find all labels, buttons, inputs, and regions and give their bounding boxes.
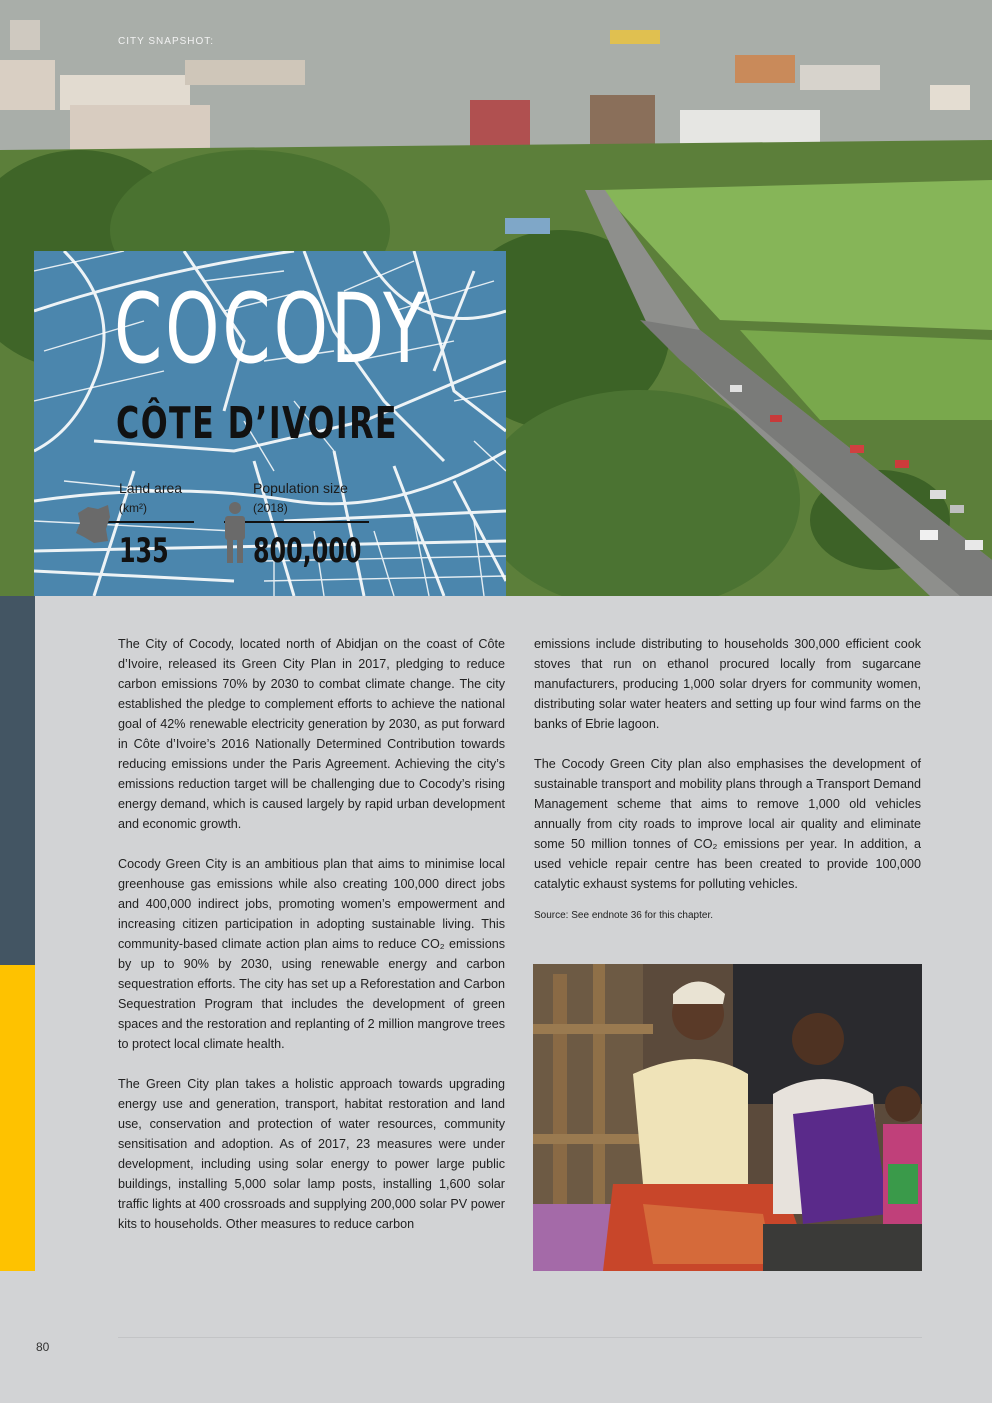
paragraph: emissions include distributing to households 300,000 efficient cook stoves that run on ethanol procured locally from sugarcane manufacturers, producing 1,000 solar dryers for community women, distributing solar water heaters and setting up four wind farms on the banks of Ebrie lagoon. <box>534 637 921 731</box>
population-unit: (2018) <box>253 501 288 515</box>
paragraph: The City of Cocody, located north of Abidjan on the coast of Côte d’Ivoire, released its Green City Plan in 2017, pledging to reduce carbon emissions 70% by 2030 to combat climate change. The city established the pledge to complement efforts to achieve the national goal of 42% renewable electricity generation by 2030, as put forward in Côte d’Ivoire’s 2016 Nationally Determined Contribution towards reducing emissions under the Paris Agreement. Achieving the city’s emissions reduction target will be challenging due to Cocody’s rising energy demand, which is caused largely by rapid urban development and economic growth. <box>118 637 505 831</box>
source-note: Source: See endnote 36 for this chapter. <box>534 910 714 921</box>
land-area-unit: (km²) <box>119 501 147 515</box>
population-value: 800,000 <box>253 531 362 571</box>
population-label: Population size <box>253 480 348 496</box>
city-name: COCODY <box>114 273 429 385</box>
country-shape-icon <box>74 503 112 545</box>
market-photo <box>533 964 922 1271</box>
paragraph: The Green City plan takes a holistic approach towards upgrading energy use and generation, transport, habitat restoration and land use, conservation and protection of water resources, community sensitisation and adoption. As of 2017, 23 measures were under development, including using solar energy to power large public buildings, installing 5,000 solar lamp posts, installing 1,600 solar traffic lights at 400 crossroads and supplying 200,000 solar PV power kits to households. Other measures to reduce carbon <box>118 1077 505 1231</box>
land-area-value: 135 <box>119 531 169 571</box>
title-box <box>34 251 506 596</box>
country-name: CÔTE D’IVOIRE <box>116 398 399 449</box>
person-icon <box>220 501 250 565</box>
side-stripe-yellow <box>0 965 35 1271</box>
text-column-left <box>118 634 505 1254</box>
city-snapshot-label: CITY SNAPSHOT: <box>118 36 215 47</box>
paragraph: Cocody Green City is an ambitious plan that aims to minimise local greenhouse gas emissions while also creating 100,000 direct jobs and 400,000 indirect jobs, promoting women’s empowerment and increasing citizen participation in adopting sustainable living. This community-based climate action plan aims to reduce CO₂ emissions by up to 90% by 2030, using renewable energy and carbon sequestration efforts. The city has set up a Reforestation and Carbon Sequestration Program that includes the development of green spaces and the restoration and replanting of 2 million mangrove trees to protect local climate health. <box>118 857 505 1051</box>
page-number: 80 <box>36 1340 50 1354</box>
text-column-right <box>534 634 921 914</box>
footer-rule <box>118 1337 922 1338</box>
side-stripe-dark <box>0 596 35 965</box>
land-area-label: Land area <box>119 480 183 496</box>
market-scene-illustration <box>533 964 922 1271</box>
paragraph: The Cocody Green City plan also emphasises the development of sustainable transport and mobility plans through a Transport Demand Management scheme that aims to remove 1,000 old vehicles annually from city roads to improve local air quality and eliminate some 50 million tonnes of CO₂ emissions per year. In addition, a used vehicle repair centre has been created to provide 100,000 catalytic exhaust systems for polluting vehicles. <box>534 757 921 891</box>
